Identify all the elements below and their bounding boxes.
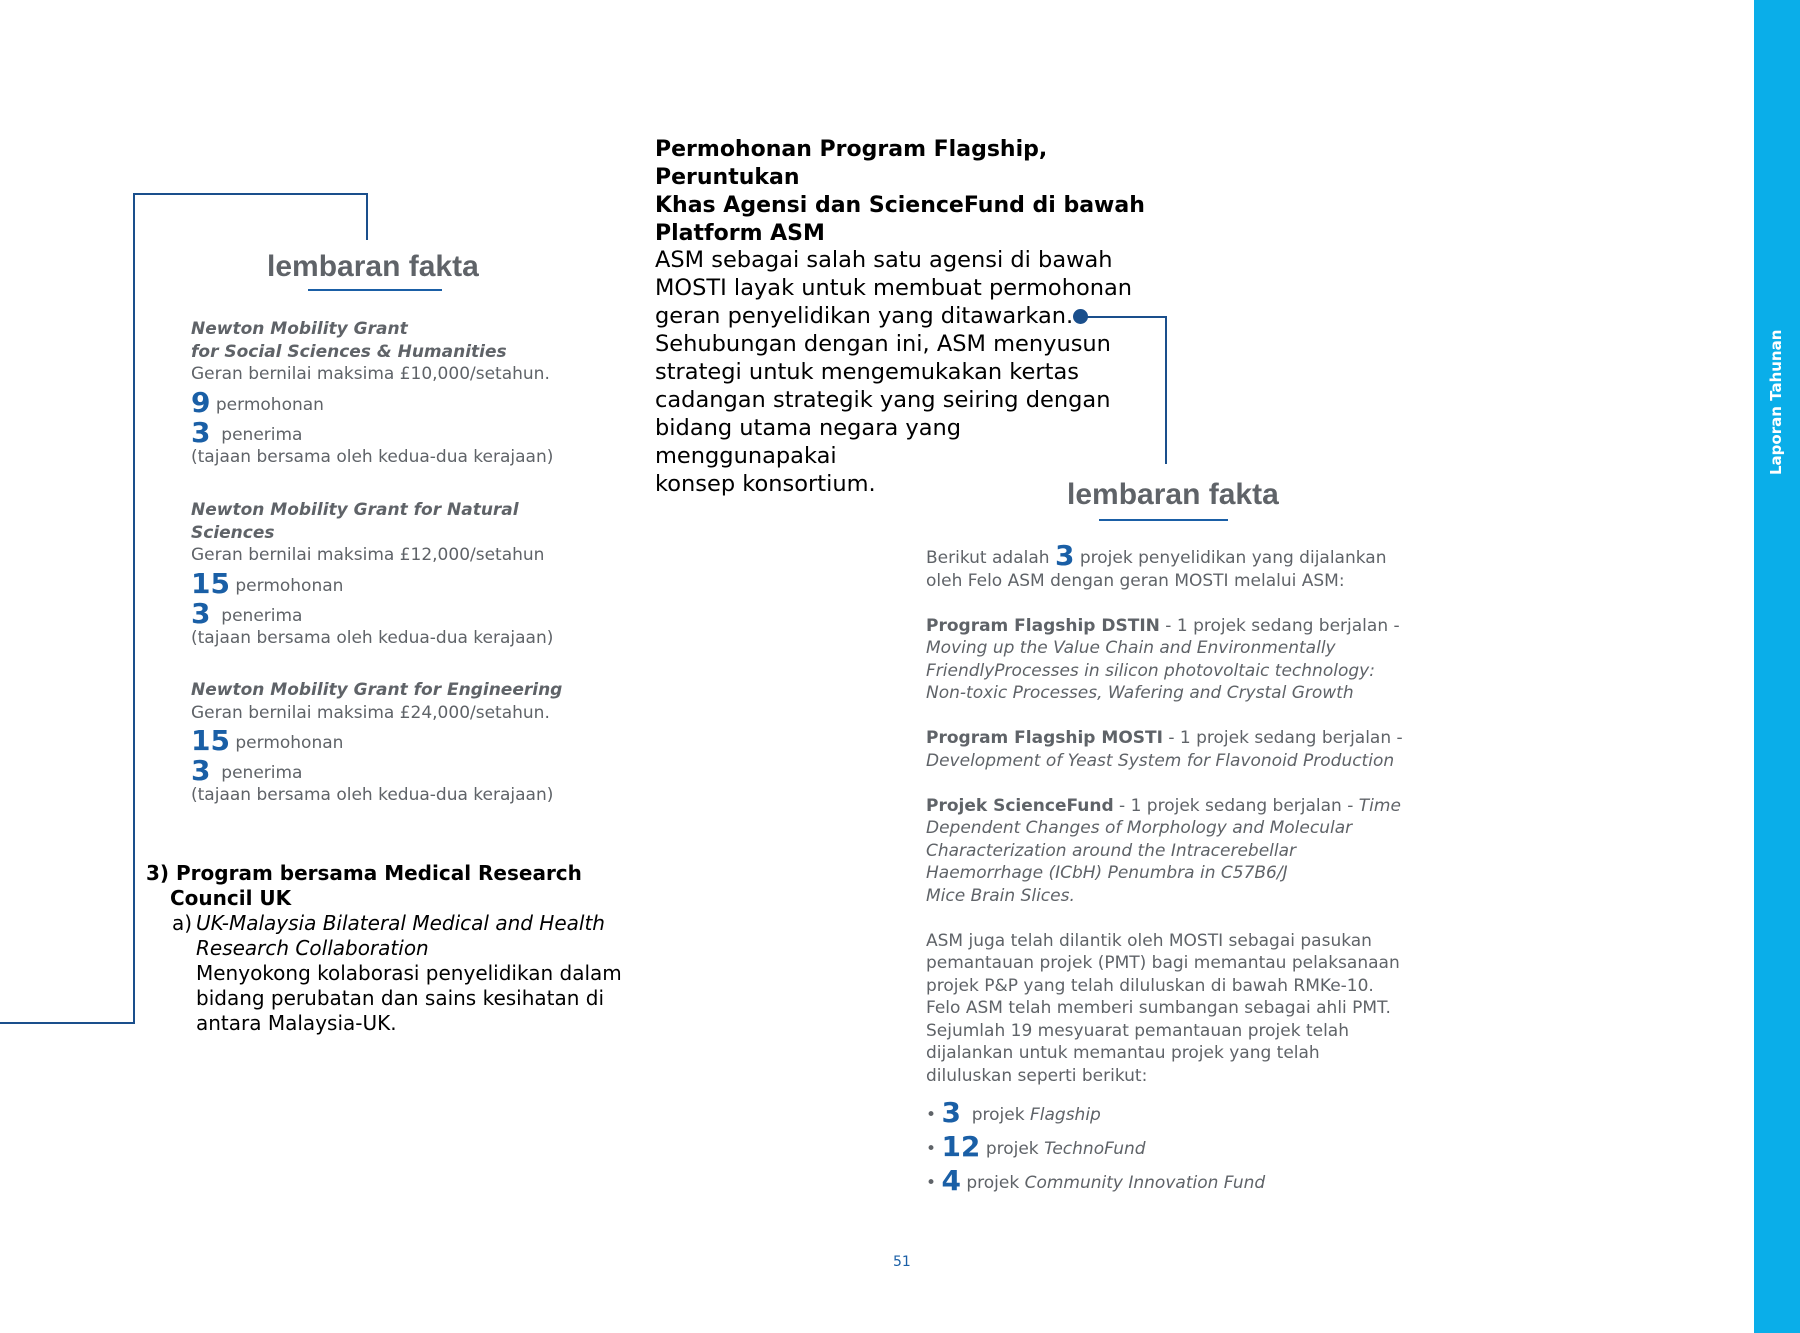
- applicants-count: 15: [191, 566, 230, 600]
- recipients-label: penerima: [221, 763, 303, 783]
- mrc-description: Menyokong kolaborasi penyelidikan dalam: [196, 961, 622, 985]
- left-bracket-top: [133, 193, 368, 195]
- project-count: 3: [1054, 539, 1075, 572]
- heading-line: Platform ASM: [655, 221, 825, 246]
- left-bracket-bottom: [0, 1022, 135, 1024]
- grant-name: Newton Mobility Grant for Natural: [191, 500, 519, 520]
- mrc-title: 3) Program bersama Medical Research: [146, 861, 582, 885]
- bullet-word: projek: [985, 1138, 1039, 1159]
- project-title: Development of Yeast System for Flavonoid Production: [926, 750, 1395, 771]
- intro-line: ASM sebagai salah satu agensi di bawah: [655, 247, 1113, 273]
- bullet-count: 12: [941, 1129, 981, 1163]
- intro-pre: Berikut adalah: [926, 548, 1050, 568]
- project-title: Non-toxic Processes, Wafering and Crystal Growth: [926, 683, 1354, 703]
- left-bracket-vertical: [133, 193, 135, 1024]
- bullet-word: projek: [966, 1172, 1020, 1193]
- intro-line: strategi untuk mengemukakan kertas: [655, 359, 1079, 385]
- grant-engineering: [191, 679, 611, 807]
- grant-name: Newton Mobility Grant: [191, 319, 408, 339]
- applicants-label: permohonan: [235, 733, 344, 753]
- pmt-line: Sejumlah 19 mesyuarat pemantauan projek telah: [926, 1020, 1349, 1041]
- left-fact-rule: [308, 289, 442, 291]
- right-fact-intro: [926, 539, 1406, 592]
- intro-line2: oleh Felo ASM dengan geran MOSTI melalui ASM:: [926, 570, 1345, 591]
- pmt-line: dijalankan untuk memantau projek yang telah: [926, 1043, 1320, 1063]
- bullet-name: Flagship: [1029, 1104, 1101, 1125]
- intro-line: konsep konsortium.: [655, 471, 876, 497]
- mrc-sub-title: UK-Malaysia Bilateral Medical and Health: [196, 911, 605, 935]
- mrc-description: antara Malaysia-UK.: [196, 1011, 397, 1035]
- pmt-line: diluluskan seperti berikut:: [926, 1065, 1148, 1086]
- intro-paragraph: [655, 246, 1135, 498]
- bullet-name: TechnoFund: [1044, 1138, 1146, 1159]
- connector-horizontal: [1080, 316, 1167, 318]
- intro-line: geran penyelidikan yang ditawarkan.: [655, 303, 1074, 329]
- pmt-bullet-list: [926, 1095, 1406, 1200]
- project-name: Program Flagship MOSTI: [926, 728, 1163, 748]
- intro-line: MOSTI layak untuk membuat permohonan: [655, 275, 1133, 301]
- grant-note: (tajaan bersama oleh kedua-dua kerajaan): [191, 627, 554, 648]
- list-item: • 3 projek Flagship: [926, 1095, 1101, 1129]
- recipients-label: penerima: [221, 605, 303, 626]
- right-fact-title: lembaran fakta: [1067, 478, 1279, 511]
- intro-line: Sehubungan dengan ini, ASM menyusun: [655, 331, 1111, 357]
- recipients-count: 3: [191, 596, 211, 630]
- mrc-description: bidang perubatan dan sains kesihatan di: [196, 986, 605, 1010]
- mrc-sub-label: a): [172, 911, 193, 935]
- bullet-count: 3: [941, 1095, 961, 1129]
- heading-line: Khas Agensi dan ScienceFund di bawah: [655, 193, 1145, 218]
- pmt-line: Felo ASM telah memberi sumbangan sebagai ahli PMT.: [926, 998, 1391, 1018]
- bullet-word: projek: [971, 1104, 1025, 1125]
- project-sciencefund: [926, 795, 1406, 908]
- mrc-sub-title: Research Collaboration: [196, 936, 429, 960]
- grant-name: Newton Mobility Grant for Engineering: [191, 680, 563, 700]
- intro-line: cadangan strategik yang seiring dengan: [655, 387, 1111, 413]
- grant-name: for Social Sciences & Humanities: [191, 341, 507, 362]
- applicants-count: 15: [191, 724, 230, 757]
- project-title: Mice Brain Slices.: [926, 885, 1075, 906]
- right-fact-rule: [1099, 519, 1228, 521]
- intro-post: projek penyelidikan yang dijalankan: [1079, 548, 1387, 568]
- pmt-paragraph: [926, 930, 1406, 1088]
- project-title: FriendlyProcesses in silicon photovoltaic technology:: [926, 660, 1375, 681]
- pmt-line: projek P&P yang telah diluluskan di bawah RMKe-10.: [926, 975, 1374, 996]
- grant-natural-sciences: [191, 499, 611, 649]
- list-item: • 4 projek Community Innovation Fund: [926, 1163, 1266, 1197]
- right-fact-content: [926, 539, 1406, 1200]
- project-title: Haemorrhage (ICbH) Penumbra in C57B6/J: [926, 863, 1288, 883]
- page-number: 51: [893, 1254, 911, 1270]
- project-mosti: [926, 727, 1406, 772]
- grant-name: Sciences: [191, 522, 275, 543]
- pmt-line: pemantauan projek (PMT) bagi memantau pelaksanaan: [926, 953, 1400, 973]
- list-item: • 12 projek TechnoFund: [926, 1129, 1146, 1163]
- project-title: Characterization around the Intracerebellar: [926, 840, 1297, 861]
- bullet-count: 4: [941, 1163, 961, 1197]
- mrc-program: [146, 861, 636, 1036]
- applicants-count: 9: [191, 385, 211, 419]
- applicants-label: permohonan: [235, 575, 344, 596]
- grant-note: (tajaan bersama oleh kedua-dua kerajaan): [191, 446, 554, 467]
- project-status: - 1 projek sedang berjalan -: [1159, 615, 1400, 636]
- mrc-sub-item: [146, 911, 636, 936]
- left-bracket-notch: [366, 193, 368, 240]
- project-title: Dependent Changes of Morphology and Molecular: [926, 818, 1353, 838]
- grant-value: Geran bernilai maksima £24,000/setahun.: [191, 702, 550, 723]
- grant-social-sciences: [191, 318, 611, 468]
- grant-note: (tajaan bersama oleh kedua-dua kerajaan): [191, 785, 554, 805]
- grant-value: Geran bernilai maksima £12,000/setahun: [191, 545, 545, 565]
- bullet-name: Community Innovation Fund: [1024, 1172, 1266, 1193]
- project-dstin: [926, 615, 1406, 705]
- side-bar: [1754, 0, 1800, 1333]
- recipients-label: penerima: [221, 424, 303, 445]
- connector-vertical: [1165, 316, 1167, 464]
- project-status: - 1 projek sedang berjalan -: [1162, 728, 1403, 748]
- project-name: Program Flagship DSTIN: [926, 615, 1160, 636]
- grant-value: Geran bernilai maksima £10,000/setahun.: [191, 364, 550, 384]
- project-status: - 1 projek sedang berjalan -: [1113, 795, 1359, 816]
- pmt-line: ASM juga telah dilantik oleh MOSTI sebagai pasukan: [926, 930, 1372, 951]
- project-title: Moving up the Value Chain and Environmentally: [926, 638, 1336, 658]
- project-title: Time: [1358, 795, 1401, 816]
- recipients-count: 3: [191, 415, 211, 449]
- left-fact-title: lembaran fakta: [267, 250, 479, 283]
- heading-line: Permohonan Program Flagship, Peruntukan: [655, 137, 1048, 190]
- recipients-count: 3: [191, 754, 211, 787]
- mrc-title: Council UK: [170, 886, 292, 910]
- project-name: Projek ScienceFund: [926, 795, 1114, 816]
- side-label: Laporan Tahunan: [1767, 329, 1785, 475]
- intro-line: bidang utama negara yang menggunapakai: [655, 415, 962, 469]
- applicants-label: permohonan: [215, 394, 324, 415]
- section-heading: [655, 136, 1155, 248]
